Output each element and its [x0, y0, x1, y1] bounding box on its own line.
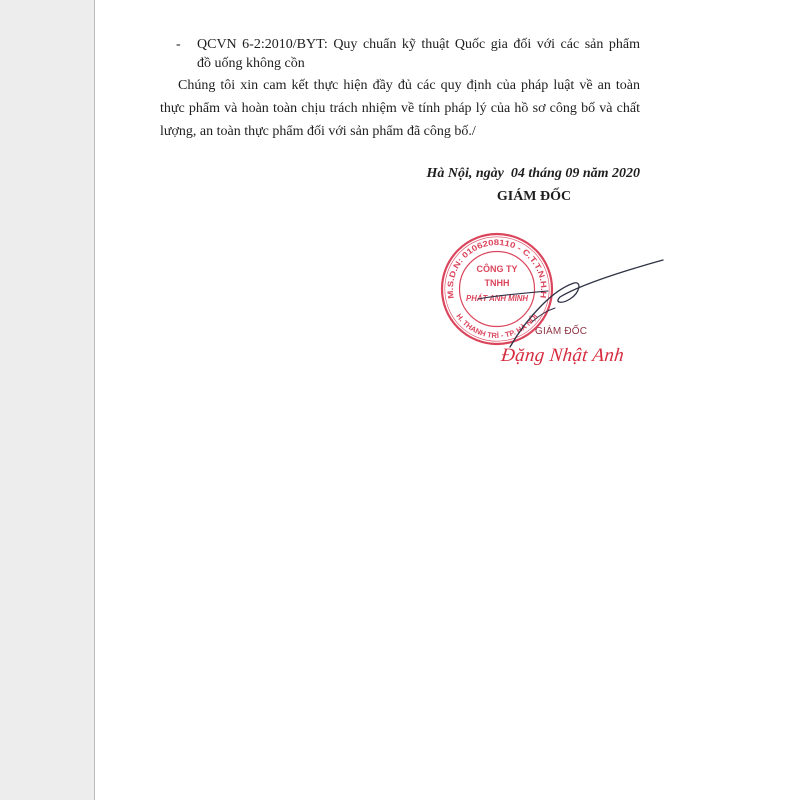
seal-ring-top-textpath: M.S.D.N: 0106208110 - C.T.T.N.H.H: [445, 237, 549, 300]
seal-center-line-name: PHÁT ANH MINH: [466, 294, 529, 303]
page-edge-line: [94, 0, 95, 800]
name-stamp: Đặng Nhật Anh: [500, 345, 626, 366]
signature-main-stroke: [510, 260, 663, 347]
company-seal: [442, 234, 552, 344]
seal-ring-bottom-textpath: H. THANH TRÌ - TP. HÀ NỘI: [454, 311, 540, 341]
list-bullet: -: [176, 37, 181, 52]
seal-center-line-type: TNHH: [484, 278, 510, 288]
scan-margin-strip: [0, 0, 94, 800]
standard-item-line-2: đồ uống không cồn: [197, 56, 305, 71]
commitment-line-1: Chúng tôi xin cam kết thực hiện đầy đủ các quy định của pháp luật về an toàn: [178, 78, 640, 93]
title-stamp: GIÁM ĐỐC: [535, 326, 588, 337]
seal-inner-ring: [460, 252, 535, 327]
seal-outer-ring: [442, 234, 552, 344]
place-and-date: Hà Nội, ngày 04 tháng 09 năm 2020: [426, 166, 640, 181]
seal-and-signature: [430, 225, 680, 375]
signer-title: GIÁM ĐỐC: [496, 189, 572, 204]
seal-center-line-company: CÔNG TY: [476, 264, 518, 274]
commitment-line-3: lượng, an toàn thực phẩm đối với sản phẩm đã công bố./: [160, 124, 476, 139]
standard-item-line-1: QCVN 6-2:2010/BYT: Quy chuẩn kỹ thuật Quốc gia đối với các sản phẩm: [197, 37, 640, 52]
commitment-line-2: thực phẩm và hoàn toàn chịu trách nhiệm về tính pháp lý của hồ sơ công bố và chất: [160, 101, 640, 116]
seal-outer-thin-ring: [445, 237, 549, 341]
